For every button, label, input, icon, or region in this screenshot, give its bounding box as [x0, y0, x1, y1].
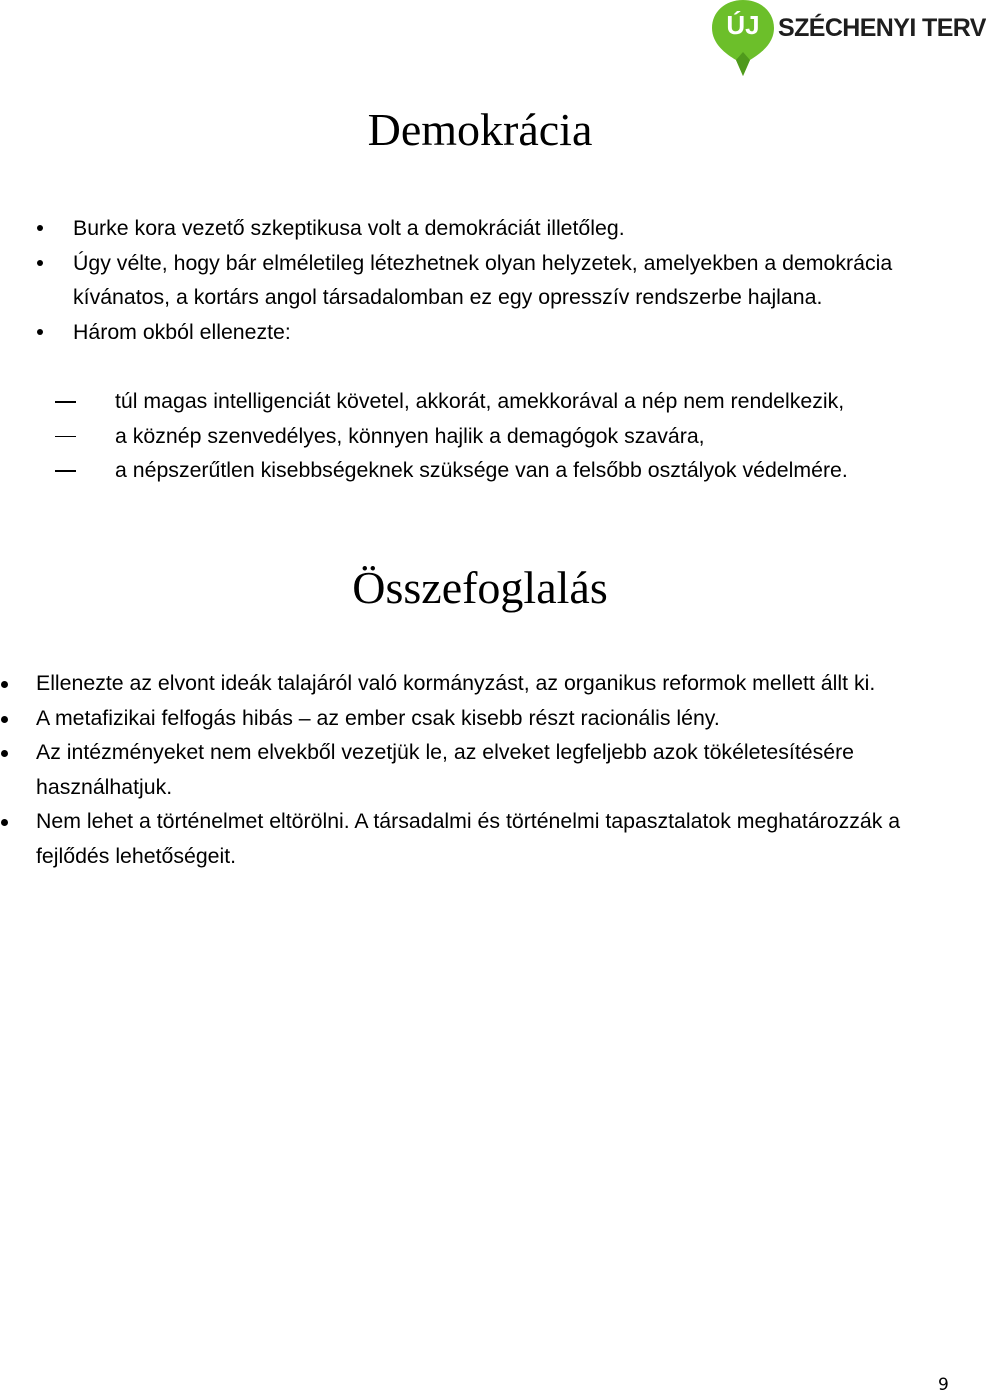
list-item-text: a népszerűtlen kisebbségeknek szüksége van a felsőbb osztályok védelmére.: [115, 458, 848, 482]
bullet-icon: [1, 750, 8, 757]
list-item: [36, 666, 936, 701]
section-title-osszefoglalas: Összefoglalás: [352, 562, 608, 613]
list-item: [73, 246, 953, 315]
logo-name-text: SZÉCHENYI TERV: [778, 14, 986, 42]
list-item-text: túl magas intelligenciát követel, akkorát, amekkorával a nép nem rendelkezik,: [115, 389, 845, 413]
demokracia-bullet-list: [73, 211, 953, 349]
list-item-text: Nem lehet a történelmet eltörölni. A társadalmi és történelmi tapasztalatok meghatározzák a fejlődés lehetőségeit.: [36, 809, 901, 868]
bullet-icon: [37, 329, 43, 335]
bullet-icon: [1, 716, 8, 723]
list-item: [115, 419, 960, 454]
list-item-text: Az intézményeket nem elvekből vezetjük le, az elveket legfeljebb azok tökéletesítésére használhatjuk.: [36, 740, 855, 799]
list-item-text: Három okból ellenezte:: [73, 319, 291, 344]
bullet-icon: [37, 225, 43, 231]
section-title-demokracia: Demokrácia: [367, 104, 593, 155]
list-item: [36, 735, 936, 804]
list-item-text: A metafizikai felfogás hibás – az ember csak kisebb részt racionális lény.: [36, 705, 720, 730]
list-item: [73, 211, 953, 246]
list-item: [115, 453, 960, 488]
list-item: [36, 701, 936, 736]
bullet-icon: [1, 819, 8, 826]
list-item: [73, 315, 953, 350]
list-item-text: Burke kora vezető szkeptikusa volt a demokráciát illetőleg.: [73, 216, 625, 240]
logo-badge-text: ÚJ: [726, 10, 760, 40]
bullet-icon: [1, 681, 8, 688]
page-number: 9: [938, 1375, 949, 1395]
list-item: [36, 804, 936, 873]
osszefoglalas-bullet-list: [36, 666, 936, 873]
bullet-icon: [37, 260, 43, 266]
szechenyi-terv-logo: [712, 0, 986, 80]
dash-icon: [55, 401, 76, 403]
list-item-text: Ellenezte az elvont ideák talajáról való kormányzást, az organikus reformok mellett állt ki.: [36, 671, 876, 695]
dash-icon: [55, 436, 76, 438]
list-item-text: Úgy vélte, hogy bár elméletileg létezhetnek olyan helyzetek, amelyekben a demokrácia kívánatos, a kortárs angol társadalomban ez egy opresszív rendszerbe hajlana.: [73, 250, 893, 309]
list-item-text: a köznép szenvedélyes, könnyen hajlik a demagógok szavára,: [115, 423, 705, 448]
dash-icon: [55, 470, 76, 472]
list-item: [115, 384, 960, 419]
reasons-dash-list: [115, 384, 960, 488]
